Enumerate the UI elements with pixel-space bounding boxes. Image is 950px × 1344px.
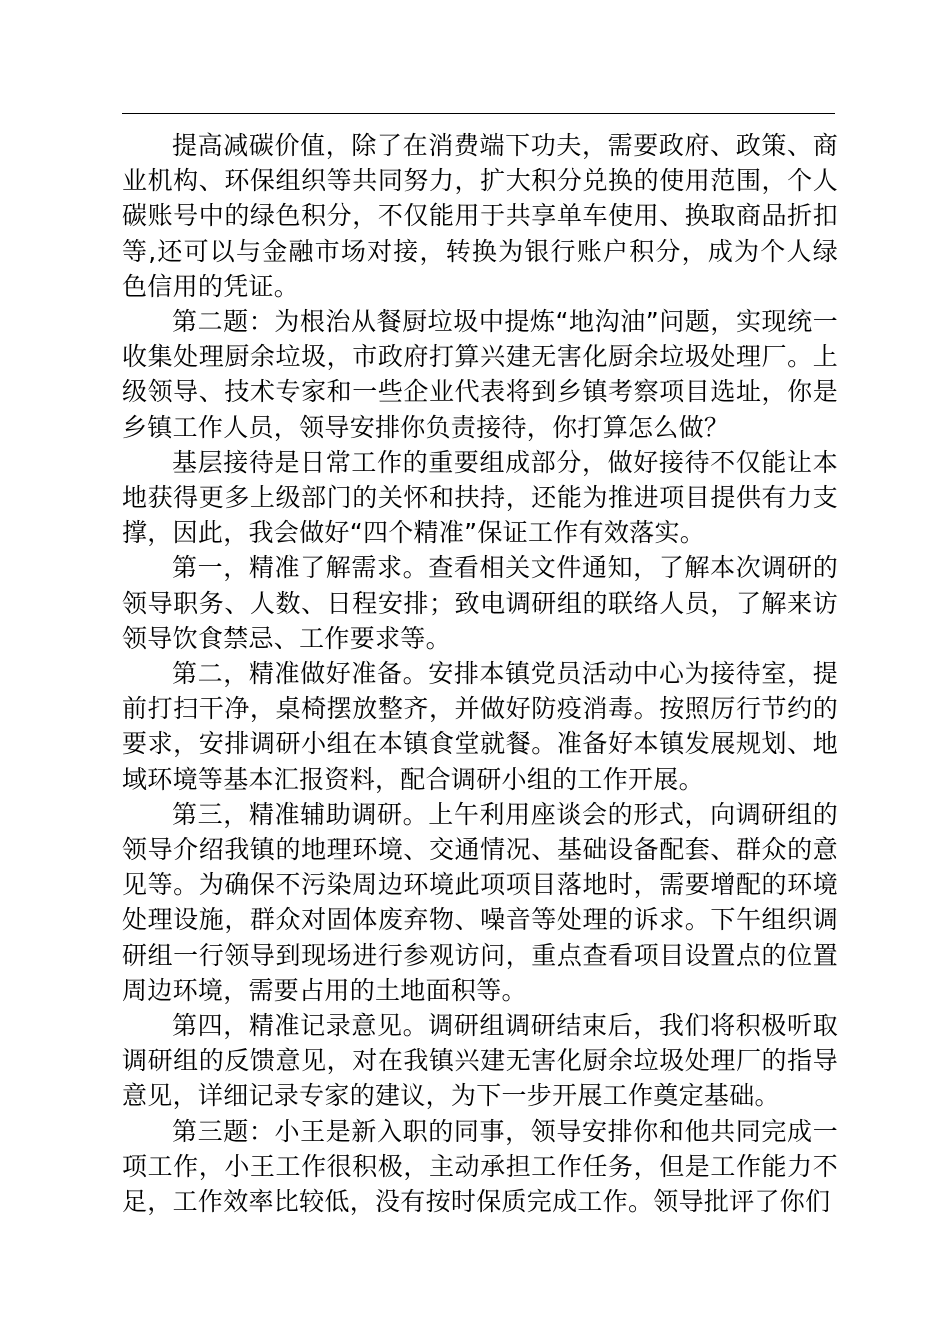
paragraph-reception-intro: 基层接待是日常工作的重要组成部分，做好接待不仅能让本地获得更多上级部门的关怀和扶持，还能为推进项目提供有力支撑，因此，我会做好“四个精准”保证工作有效落实。 [122,447,838,548]
paragraph-question-three: 第三题：小王是新入职的同事，领导安排你和他共同完成一项工作，小王工作很积极，主动承担工作任务，但是工作能力不足，工作效率比较低，没有按时保质完成工作。领导批评了你们 [122,1116,838,1217]
paragraph-fourth-point: 第四，精准记录意见。调研组调研结束后，我们将积极听取调研组的反馈意见，对在我镇兴建无害化厨余垃圾处理厂的指导意见，详细记录专家的建议，为下一步开展工作奠定基础。 [122,1011,838,1111]
paragraph-first-point: 第一，精准了解需求。查看相关文件通知，了解本次调研的领导职务、人数、日程安排；致电调研组的联络人员，了解来访领导饮食禁忌、工作要求等。 [122,553,838,653]
paragraph-question-two: 第二题：为根治从餐厨垃圾中提炼“地沟油”问题，实现统一收集处理厨余垃圾，市政府打算兴建无害化厨余垃圾处理厂。上级领导、技术专家和一些企业代表将到乡镇考察项目选址，你是乡镇工作人员，领导安排你负责接待，你打算怎么做？ [122,307,838,442]
paragraph-second-point: 第二，精准做好准备。安排本镇党员活动中心为接待室，提前打扫干净，桌椅摆放整齐，并做好防疫消毒。按照厉行节约的要求，安排调研小组在本镇食堂就餐。准备好本镇发展规划、地域环境等基本汇报资料，配合调研小组的工作开展。 [122,659,838,794]
paragraph-carbon-value: 提高减碳价值，除了在消费端下功夫，需要政府、政策、商业机构、环保组织等共同努力，扩大积分兑换的使用范围，个人碳账号中的绿色积分，不仅能用于共享单车使用、换取商品折扣等,还可以与金融市场对接，转换为银行账户积分，成为个人绿色信用的凭证。 [122,131,838,301]
paragraph-third-point: 第三，精准辅助调研。上午利用座谈会的形式，向调研组的领导介绍我镇的地理环境、交通情况、基础设备配套、群众的意见等。为确保不污染周边环境此项项目落地时，需要增配的环境处理设施，群众对固体废弃物、噪音等处理的诉求。下午组织调研组一行领导到现场进行参观访问，重点查看项目设置点的位置周边环境，需要占用的土地面积等。 [122,799,838,1005]
document-body [122,128,838,1219]
header-rule [122,113,835,114]
